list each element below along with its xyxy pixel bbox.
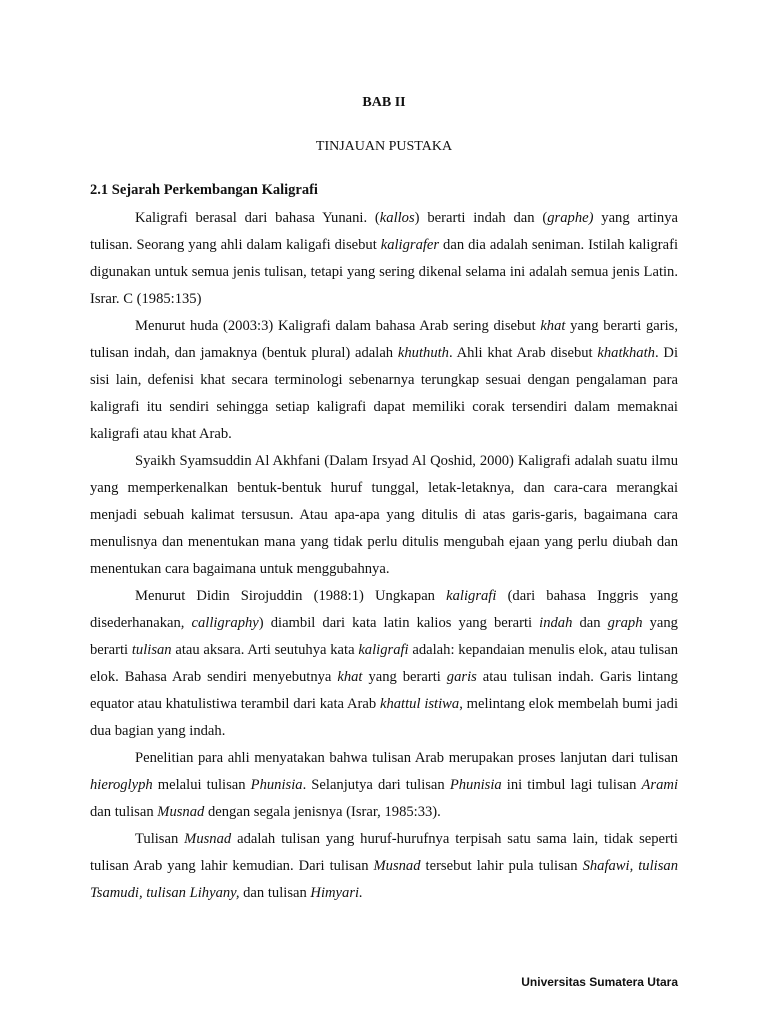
italic-term: graph (607, 615, 643, 631)
italic-term: Musnad (184, 831, 232, 847)
text-run: Syaikh Syamsuddin Al Akhfani (Dalam Irsyad Al Qoshid, 2000) Kaligrafi adalah suatu ilmu yang memperkenalkan bentuk-bentuk huruf tunggal, letak-letaknya, dan cara-cara merangkai menjadi sebuah kalimat tersusun. Atau apa-apa yang ditulis di atas garis-garis, bagaimana cara menulisnya dan menentukan mana yang tidak perlu ditulis mengubah ejaan yang perlu diubah dan menentukan cara bagaimana untuk menggubahnya. (90, 453, 678, 577)
text-run: atau tulisan indah. Garis lintang equator atau khatulistiwa terambil dari kata Arab (90, 669, 678, 712)
text-run: dan (572, 615, 608, 631)
text-run: ) berarti indah dan ( (414, 210, 548, 226)
paragraph (90, 448, 678, 583)
italic-term: Himyari. (310, 885, 363, 901)
text-run: . Selanjutya dari tulisan (302, 777, 450, 793)
text-run: Kaligrafi berasal dari bahasa Yunani. ( (135, 210, 380, 226)
italic-term: indah (539, 615, 573, 631)
chapter-label: BAB II (362, 95, 406, 110)
italic-term: khattul istiwa (379, 696, 460, 712)
paragraph (90, 583, 678, 745)
italic-term: , calligraphy (180, 615, 259, 631)
text-run: Tulisan (135, 831, 185, 847)
text-run: (dari bahasa Inggris yang disederhanakan (90, 588, 679, 631)
section-heading: 2.1 Sejarah Perkembangan Kaligrafi (90, 182, 318, 198)
italic-term: Musnad (373, 858, 421, 874)
italic-term: khat (540, 318, 566, 334)
text-run: adalah tulisan yang huruf-hurufnya terpisah satu sama lain, tidak seperti tulisan Arab yang lahir kemudian. Dari tulisan (90, 831, 678, 874)
footer-university: Universitas Sumatera Utara (521, 975, 678, 989)
text-run: melalui tulisan (152, 777, 251, 793)
text-run: ) diambil dari kata latin kalios yang berarti (258, 615, 540, 631)
paragraph (90, 745, 678, 826)
text-run: yang berarti (362, 669, 447, 685)
paragraph (90, 826, 678, 907)
text-run: dan tulisan (239, 885, 311, 901)
italic-term: hieroglyph (90, 777, 153, 793)
text-run: yang berarti garis, tulisan indah, dan jamaknya (bentuk plural) adalah (90, 318, 678, 361)
text-run: ini timbul lagi tulisan (501, 777, 642, 793)
text-run: dengan segala jenisnya (Israr, 1985:33). (204, 804, 441, 820)
text-run: tersebut lahir pula tulisan (420, 858, 583, 874)
text-run: , melintang elok membelah bumi jadi dua bagian yang indah. (90, 696, 678, 739)
italic-term: tulisan (131, 642, 172, 658)
italic-term: kaligrafi (358, 642, 409, 658)
text-run: atau aksara. Arti seutuhya kata (171, 642, 359, 658)
body-text (90, 205, 678, 907)
paragraph (90, 205, 678, 313)
text-run: yang berarti (90, 615, 678, 658)
italic-term: khatkhath (597, 345, 655, 361)
text-run: dan dia adalah seniman. Istilah kaligrafi digunakan untuk semua jenis tulisan, tetapi yang sering dikenal selama ini adalah semua jenis Latin. Israr. C (1985:135) (90, 237, 678, 307)
text-run: . Di sisi lain, defenisi khat secara terminologi sebenarnya terungkap sesuai dengan pengalaman para kaligrafi itu sendiri sehingga setiap kaligrafi dapat memiliki corak tersendiri dalam memaknai kaligrafi atau khat Arab. (90, 345, 679, 442)
italic-term: graphe) (547, 210, 594, 226)
italic-term: Arami (641, 777, 678, 793)
italic-term: kaligrafi (446, 588, 497, 604)
paragraph (90, 313, 678, 448)
text-run: yang artinya tulisan. Seorang yang ahli dalam kaligafi disebut (90, 210, 678, 253)
italic-term: khat (337, 669, 363, 685)
italic-term: Phunisia (250, 777, 303, 793)
text-run: Menurut Didin Sirojuddin (1988:1) Ungkapan (135, 588, 447, 604)
italic-term: Phunisia (449, 777, 502, 793)
italic-term: kallos (379, 210, 415, 226)
italic-term: garis (446, 669, 477, 685)
italic-term: Musnad (157, 804, 205, 820)
italic-term: khuthuth (397, 345, 449, 361)
text-run: Menurut huda (2003:3) Kaligrafi dalam bahasa Arab sering disebut (135, 318, 541, 334)
text-run: Penelitian para ahli menyatakan bahwa tulisan Arab merupakan proses lanjutan dari tulisan (135, 750, 678, 766)
chapter-title: TINJAUAN PUSTAKA (315, 139, 453, 154)
text-run: adalah: kepandaian menulis elok, atau tulisan elok. Bahasa Arab sendiri menyebutnya (90, 642, 679, 685)
text-run: dan tulisan (90, 804, 158, 820)
text-run: . Ahli khat Arab disebut (448, 345, 598, 361)
italic-term: Shafawi, tulisan Tsamudi, tulisan Lihyany, (90, 858, 678, 901)
italic-term: kaligrafer (380, 237, 440, 253)
